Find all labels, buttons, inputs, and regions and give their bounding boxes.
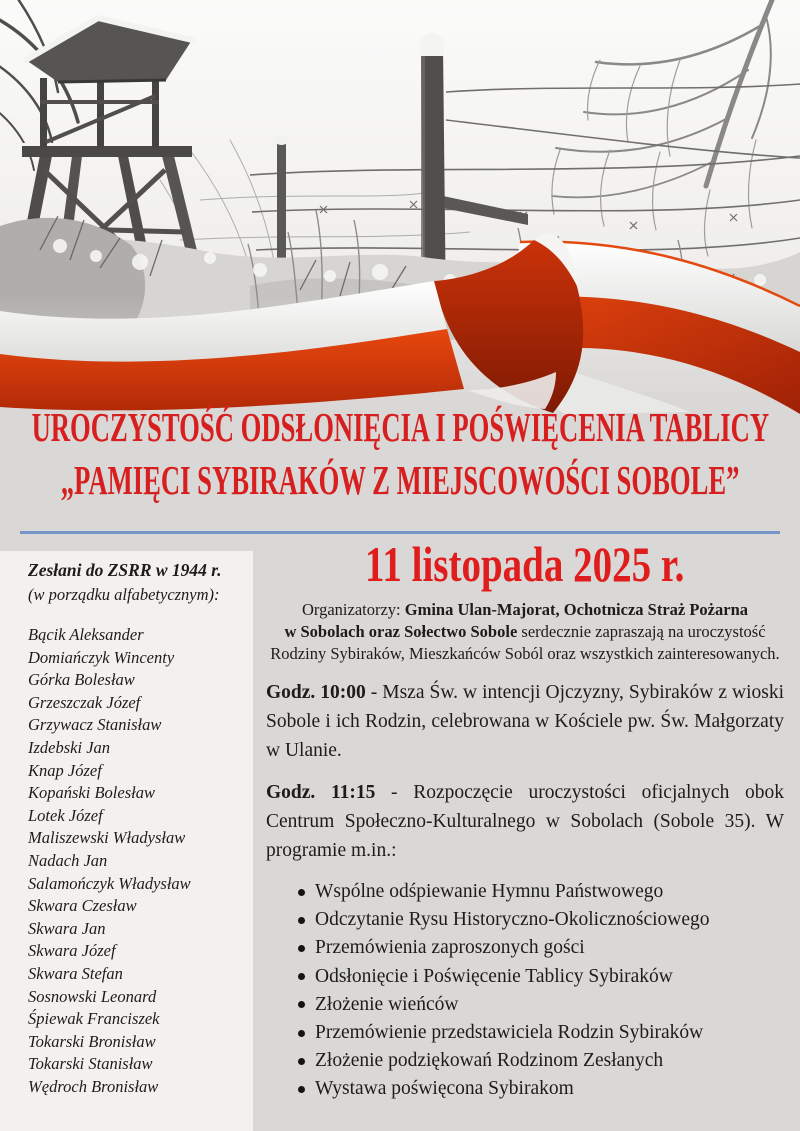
divider-line bbox=[20, 531, 780, 534]
deportee-name: Izdebski Jan bbox=[28, 737, 111, 757]
organizers-line-1: Organizatorzy: Gmina Ulan-Majorat, Ochotnicza Straż Pożarna bbox=[301, 600, 748, 619]
program-item: Złożenie podziękowań Rodzinom Zesłanych bbox=[315, 1047, 784, 1075]
deportee-name: Skwara Józef bbox=[28, 941, 116, 961]
program-item: Odsłonięcie i Poświęcenie Tablicy Sybiraków bbox=[315, 963, 784, 991]
deportee-name: Śpiewak Franciszek bbox=[28, 1009, 160, 1029]
deportee-name: Grzywacz Stanisław bbox=[28, 715, 162, 735]
deportee-name: Górka Bolesław bbox=[28, 670, 135, 690]
deportee-name: Maliszewski Władysław bbox=[28, 828, 186, 848]
organizers-line-3: Rodziny Sybiraków, Mieszkańców Soból oraz wszystkich zainteresowanych. bbox=[270, 644, 780, 663]
deportee-name: Nadach Jan bbox=[28, 850, 108, 870]
schedule-item-11-15: Godz. 11:15 - Rozpoczęcie uroczystości oficjalnych obok Centrum Społeczno-Kulturalnego w Sobolach (Sobole 35). W programie m.in.: bbox=[266, 782, 785, 861]
deportee-name: Kopański Bolesław bbox=[28, 783, 155, 803]
deportee-name: Bącik Aleksander bbox=[28, 625, 144, 644]
program-item: Przemówienie przedstawiciela Rodzin Sybiraków bbox=[315, 1019, 784, 1047]
deportee-name: Lotek Józef bbox=[28, 805, 103, 825]
deportee-name: Wędroch Bronisław bbox=[28, 1076, 159, 1096]
deportee-name: Domiańczyk Wincenty bbox=[28, 647, 175, 667]
deportee-name: Grzeszczak Józef bbox=[28, 692, 141, 712]
title-block bbox=[0, 401, 800, 507]
program-item: Przemówienia zaproszonych gości bbox=[315, 934, 784, 962]
deportee-name-list bbox=[28, 624, 245, 1098]
event-date: 11 listopada 2025 r. bbox=[365, 536, 685, 592]
deportee-name: Tokarski Stanisław bbox=[28, 1054, 153, 1074]
deportee-name: Sosnowski Leonard bbox=[28, 986, 157, 1006]
deportee-name: Salamończyk Władysław bbox=[28, 873, 191, 893]
organizers-line-2: w Sobolach oraz Sołectwo Sobole serdecznie zapraszają na uroczystość bbox=[284, 622, 766, 641]
hero-photo bbox=[0, 0, 800, 430]
deportee-name: Skwara Jan bbox=[28, 918, 106, 938]
sidebar-subheading: (w porządku alfabetycznym): bbox=[28, 585, 220, 604]
sidebar-heading: Zesłani do ZSRR w 1944 r. bbox=[28, 560, 222, 580]
event-details bbox=[253, 537, 800, 1131]
deportees-sidebar bbox=[0, 551, 253, 1131]
program-item: Odczytanie Rysu Historyczno-Okolicznościowego bbox=[315, 906, 784, 934]
deportee-name: Skwara Czesław bbox=[28, 896, 137, 916]
program-item: Wspólne odśpiewanie Hymnu Państwowego bbox=[315, 878, 784, 906]
program-item: Wystawa poświęcona Sybirakom bbox=[315, 1075, 784, 1103]
columns bbox=[0, 537, 800, 1131]
title-line-1: UROCZYSTOŚĆ ODSŁONIĘCIA I POŚWIĘCENIA TABLICY bbox=[31, 404, 769, 450]
title-line-2: „PAMIĘCI SYBIRAKÓW Z MIEJSCOWOŚCI SOBOLE” bbox=[60, 457, 740, 503]
deportee-name: Skwara Stefan bbox=[28, 963, 123, 983]
deportee-name: Knap Józef bbox=[28, 760, 102, 780]
program-item: Złożenie wieńców bbox=[315, 991, 784, 1019]
deportee-name: Tokarski Bronisław bbox=[28, 1031, 156, 1051]
program-list bbox=[266, 878, 784, 1104]
organizers-paragraph bbox=[266, 599, 784, 665]
schedule-item-10-00: Godz. 10:00 - Msza Św. w intencji Ojczyzny, Sybiraków z wioski Sobole i ich Rodzin, celebrowana w Kościele pw. Św. Małgorzaty w Ulanie. bbox=[266, 682, 784, 761]
